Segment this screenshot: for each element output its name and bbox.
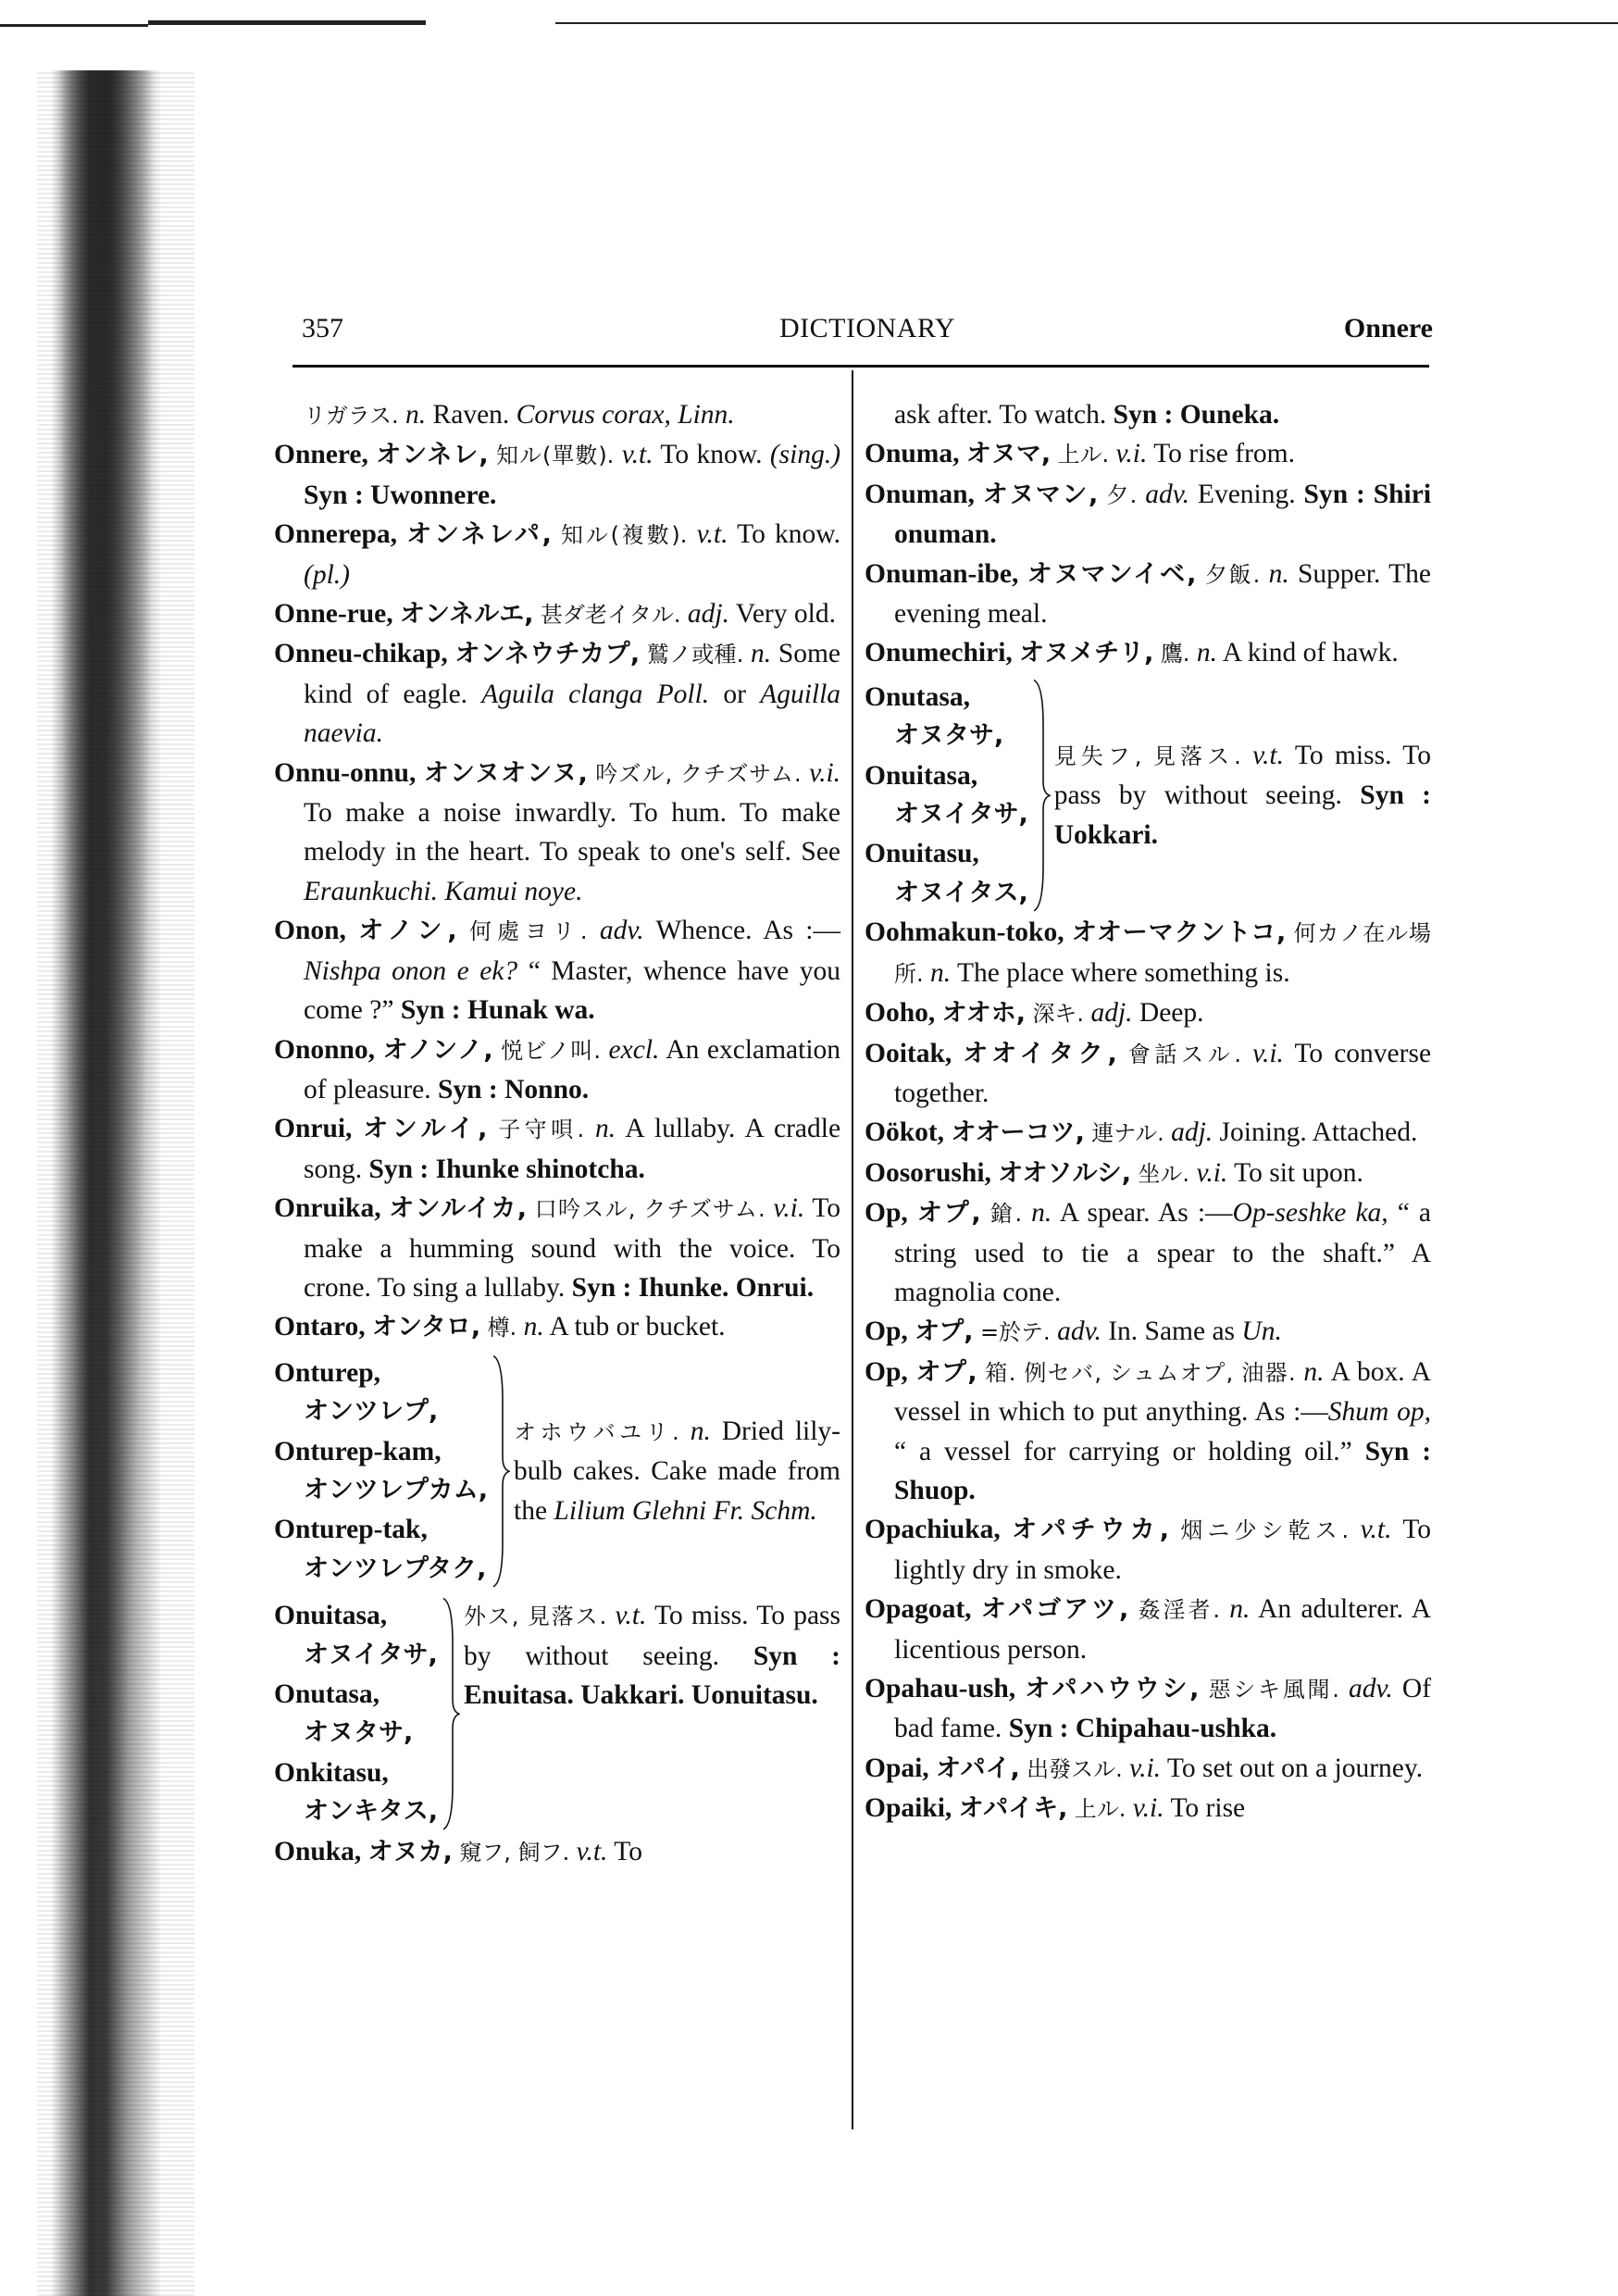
headword: Onumechiri, [865,638,1013,668]
headword: Onruika, [274,1193,381,1224]
part-of-speech: n. [1229,1594,1251,1625]
left-column [274,395,840,1872]
part-of-speech: n. [1031,1198,1052,1229]
part-of-speech: v.t. [696,519,728,550]
grouped-headwords [274,1354,488,1589]
japanese-gloss: 何處ヨリ. [469,918,588,945]
japanese-gloss: 深キ. [1032,1001,1085,1028]
headword: Oosorushi, [865,1157,991,1188]
headword-kana: オパハウウシ, [1025,1675,1200,1703]
headword-kana: オノンノ, [382,1035,493,1065]
latin-name: Aguila clanga Poll. [481,679,710,709]
headword-kana: オパイキ, [958,1794,1068,1824]
headword: Opahau-ush, [865,1674,1016,1703]
japanese-gloss: 見失フ, 見落ス. [1053,742,1241,769]
synonym: Syn : Uokkari. [1053,780,1432,850]
japanese-gloss: 出發スル. [1027,1755,1123,1782]
definition: ask after. To watch. [894,400,1107,430]
cross-reference: Un. [1241,1316,1282,1347]
synonym: Syn : Enuitasa. Uakkari. Uonuitasu. [464,1641,841,1710]
guide-word: Onnere [1343,313,1433,343]
headword: Onnerepa, [274,519,398,550]
synonym: Syn : Ihunke shinotcha. [368,1154,645,1184]
japanese-gloss: 夕飯. [1204,561,1261,588]
part-of-speech: adv. [599,916,644,946]
headword: Oökot, [865,1117,945,1148]
definition: In. Same as [1108,1316,1236,1347]
headword-kana: オンルイ, [363,1115,488,1144]
part-of-speech: v.t. [1252,740,1284,770]
part-of-speech: adv. [1057,1316,1101,1347]
japanese-gloss: 鷲ノ或種. [646,642,744,668]
headword-kana: オンネルエ, [400,600,534,630]
headword: Oohmakun-toko, [865,917,1064,948]
grouped-definition [1054,678,1431,913]
definition: Evening. [1197,479,1296,509]
headword-kana: オンキタス, [304,1797,438,1827]
headword: Ononno, [274,1034,376,1065]
headword: Ooitak, [865,1038,952,1068]
synonym: Syn : Ihunke. Onrui. [571,1272,815,1303]
definition: A kind of hawk. [1222,638,1399,668]
page-title: DICTIONARY [779,313,955,343]
dictionary-entry [865,913,1431,993]
headword: Onuka, [274,1836,362,1866]
definition: A lullaby. A cradle song. [304,1114,841,1184]
japanese-gloss: 會話スル. [1127,1041,1242,1067]
headword: Ooho, [865,998,936,1029]
dictionary-entry [274,1189,840,1307]
dictionary-entry [274,911,840,1029]
part-of-speech: v.t. [576,1836,608,1866]
dictionary-entry [274,754,840,912]
headword-kana: オプ, [915,1317,974,1347]
headword-kana: オヌイタサ, [304,1640,438,1669]
part-of-speech: adj. [687,599,729,630]
headword: Ontaro, [274,1312,366,1342]
japanese-gloss: 上ル. [1057,442,1110,468]
headword: Op, [865,1198,908,1229]
part-of-speech: n. [595,1114,616,1144]
page-number: 357 [302,313,343,343]
part-of-speech: v.i. [809,757,841,788]
headword-kana: オンツレプ, [304,1397,439,1427]
grouped-headwords [865,678,1028,913]
japanese-gloss: 口吟スル, クチズサム. [534,1196,765,1223]
definition: Some kind of eagle. [304,639,841,709]
headword: Onnu-onnu, [274,757,417,788]
dictionary-entry [274,515,840,594]
headword: Op, [865,1356,908,1387]
right-column [865,395,1431,1829]
definition: To [614,1836,642,1866]
dictionary-entry [865,555,1431,634]
headword: Opachiuka, [865,1515,1001,1545]
japanese-gloss: =於テ. [979,1319,1051,1346]
part-of-speech: v.i. [1132,1793,1164,1824]
book-gutter-shadow [51,70,162,2296]
conjunction: or [723,679,746,709]
dictionary-entry-continued [865,395,1431,434]
japanese-gloss: 上ル. [1074,1796,1126,1823]
headword: Onuman-ibe, [865,558,1019,589]
example-translation: “ a vessel for carrying or holding oil.” [894,1436,1352,1466]
part-of-speech: v.t. [621,440,653,470]
headword: Opai, [865,1753,929,1783]
synonym: Syn : Hunak wa. [400,995,595,1026]
dictionary-entry [865,475,1431,555]
headword-kana: オンルイカ, [389,1194,528,1224]
dictionary-entry [865,1789,1431,1828]
definition: To set out on a journey. [1166,1753,1424,1783]
headword: Onneu-chikap, [274,639,448,669]
dictionary-entry [274,1832,840,1872]
dictionary-entry [274,594,840,634]
example: Shum op, [1327,1397,1432,1428]
headword: Onnere, [274,440,368,470]
definition: Raven. [432,400,510,430]
definition: A box. A vessel in which to put anything. [894,1356,1432,1428]
dictionary-entry [274,1030,840,1110]
dictionary-entry-continued [274,395,840,435]
part-of-speech: n. [523,1312,544,1342]
definition: Joining. Attached. [1219,1117,1418,1148]
usage-note: (pl.) [304,559,350,590]
headword-kana: オパゴアツ, [980,1595,1129,1625]
part-of-speech: v.i. [1129,1753,1162,1783]
japanese-gloss: 知ル(複數). [561,522,688,549]
example-label: As :— [1157,1198,1233,1229]
headword-kana: オンネウチカプ, [454,640,641,669]
headword-kana: オンネレ, [376,441,489,470]
dictionary-entry [865,1113,1431,1153]
definition: To sit upon. [1234,1157,1363,1188]
part-of-speech: n. [690,1416,711,1446]
dictionary-entry [274,435,840,515]
japanese-gloss: 悦ビノ叫. [501,1037,602,1064]
definition: To rise from. [1153,439,1295,469]
latin-name: Corvus corax, Linn. [516,400,735,430]
headword: Onturep-tak, [274,1515,428,1545]
grouped-entry [865,678,1431,913]
definition: To miss. To pass by without seeing. [1053,740,1432,811]
headword: Onuman, [865,479,975,509]
headword-kana: オオソルシ, [998,1158,1132,1188]
dictionary-entry [865,1193,1431,1312]
japanese-gloss: 鷹. [1160,641,1190,668]
definition: To converse together. [894,1038,1432,1108]
dictionary-entry [865,1154,1431,1193]
grouped-headwords [274,1596,438,1831]
synonym: Syn : Shiri onuman. [894,479,1432,550]
headword-kana: オパチウカ, [1012,1516,1169,1545]
headword: Onuitasu, [865,839,979,869]
japanese-gloss: オホウバユリ. [514,1418,679,1445]
japanese-gloss: 窺フ, 飼フ. [459,1839,570,1866]
definition: Supper. The evening meal. [894,558,1431,630]
headword-kana: オヌマ, [965,440,1052,469]
dictionary-entry [865,1510,1431,1590]
part-of-speech: n. [1196,638,1217,668]
grouped-entry [274,1354,840,1589]
example-translation: “ Master, whence have you come ?” [304,955,840,1026]
scan-edge-line [555,22,1618,24]
dictionary-entry [865,434,1431,474]
definition: Deep. [1139,998,1204,1029]
headword-kana: オンツレプタク, [304,1554,487,1583]
headword: Onutasa, [865,681,970,712]
headword-kana: オプ, [916,1199,981,1229]
brace-icon [442,1596,460,1831]
headword-kana: オヌイタス, [894,878,1028,907]
example-label: As :— [763,916,841,946]
headword-kana: オオーマクントコ, [1071,918,1287,948]
headword-kana: オパイ, [936,1753,1020,1783]
headword: Op, [865,1316,908,1347]
synonym: Syn : Shuop. [894,1436,1432,1505]
headword-kana: オヌイタサ, [894,800,1028,830]
definition: Of bad fame. [894,1674,1432,1744]
headword: Opagoat, [865,1594,972,1625]
part-of-speech: v.i. [1252,1038,1284,1068]
definition: An exclamation of pleasure. [304,1034,841,1104]
column-divider [852,370,853,2129]
definition: To lightly dry in smoke. [894,1515,1432,1585]
part-of-speech: n. [1303,1356,1325,1387]
japanese-gloss: 夕. [1106,481,1138,508]
example-translation: “ a string used to tie a spear to the shaft.” [894,1198,1432,1268]
part-of-speech: adj. [1171,1117,1214,1148]
definition: A tub or bucket. [549,1312,726,1342]
headword: Onturep-kam, [274,1436,442,1466]
definition: A magnolia cone. [894,1238,1431,1307]
dictionary-entry [865,1353,1431,1511]
see-label: See [801,837,841,867]
japanese-gloss: 何カノ在ル場所. [894,920,1432,987]
latin-name: Aguilla naevia. [304,679,841,749]
headword-kana: オヌカ, [367,1837,453,1866]
headword: Onkitasu, [274,1757,389,1788]
japanese-gloss: 知ル(單數). [496,443,615,469]
japanese-gloss: 樽. [487,1315,517,1341]
dictionary-entry [274,1307,840,1347]
dictionary-entry [865,1749,1431,1789]
headword: Onne-rue, [274,599,393,630]
headword-kana: オプ, [915,1357,977,1387]
grouped-entry [274,1596,840,1831]
japanese-gloss: 惡シキ風聞. [1208,1677,1339,1703]
latin-name: Lilium Glehni Fr. Schm. [554,1495,817,1526]
grouped-definition [514,1354,840,1589]
scan-edge-line [148,20,426,25]
headword-kana: オヌマン, [982,480,1099,509]
scan-edge-line [0,24,148,27]
definition: An adulterer. A licentious person. [894,1594,1432,1665]
part-of-speech: n. [1268,558,1289,589]
headword: Onuitasa, [274,1601,388,1631]
headword-kana: オノン, [358,917,457,946]
entry-kana: リガラス. [304,403,399,429]
synonym: Syn : Chipahau-ushka. [1008,1714,1277,1744]
part-of-speech: v.t. [1360,1515,1392,1545]
definition: To miss. To pass by without seeing. [464,1601,841,1671]
part-of-speech: v.i. [1196,1157,1228,1188]
japanese-gloss: 姦淫者. [1138,1597,1220,1624]
part-of-speech: n. [930,957,952,988]
japanese-gloss: 外ス, 見落ス. [464,1603,607,1630]
running-header [302,313,1433,350]
japanese-gloss: 連ナル. [1091,1120,1164,1147]
headword-kana: オヌタサ, [304,1718,414,1748]
definition: A spear. [1059,1198,1151,1229]
definition: To know. [660,440,763,470]
dictionary-entry [865,1312,1431,1352]
part-of-speech: v.i. [1115,439,1148,469]
grouped-definition [464,1596,840,1831]
definition: To make a humming sound with the voice. To crone. To sing a lullaby. [304,1193,841,1303]
synonym: Syn : Ouneka. [1113,400,1280,430]
headword: Opaiki, [865,1793,952,1824]
japanese-gloss: 箱. 例セバ, シュムオプ, 油器. [985,1359,1296,1386]
definition: To make a noise inwardly. To hum. To make melody in the heart. To speak to one's self. [304,798,840,867]
headword-kana: オヌマンイベ, [1027,559,1197,589]
definition: To rise [1170,1793,1246,1824]
brace-icon [1032,678,1051,913]
synonym: Syn : Uwonnere. [304,480,497,510]
part-of-speech: excl. [608,1034,660,1065]
definition: Very old. [735,599,836,630]
dictionary-entry [865,993,1431,1033]
definition: The place where something is. [956,957,1290,988]
part-of-speech: adv. [1145,479,1189,509]
part-of-speech: adv. [1349,1674,1393,1703]
japanese-gloss: 烟ニ少シ乾ス. [1180,1517,1350,1544]
header-rule [292,365,1429,368]
headword: Onuma, [865,439,960,469]
cross-reference: Eraunkuchi. Kamui noye. [304,876,583,906]
headword-kana: オヌタサ, [894,721,1004,751]
headword-kana: オヌメチリ, [1019,639,1154,668]
definition: Whence. [655,916,753,946]
example: Nishpa onon e ek? [304,955,518,986]
headword: Onrui, [274,1114,353,1144]
brace-icon [492,1354,510,1589]
part-of-speech: v.i. [773,1193,805,1224]
japanese-gloss: 鎗. [989,1201,1023,1228]
headword-kana: オンヌオンヌ, [423,758,588,788]
example-label: As :— [1254,1397,1328,1428]
japanese-gloss: 甚ダ老イタル. [540,602,681,629]
headword: Onuitasa, [865,760,978,791]
headword-kana: オオーコツ, [951,1118,1085,1148]
headword: Onon, [274,916,346,946]
example: Op-seshke ka, [1232,1198,1388,1229]
japanese-gloss: 子守唄. [498,1117,585,1143]
japanese-gloss: 吟ズル, クチズサム. [595,760,802,787]
dictionary-entry [274,634,840,753]
japanese-gloss: 坐ル. [1138,1160,1190,1187]
dictionary-entry [865,1034,1431,1114]
dictionary-entry [865,1669,1431,1749]
headword-kana: オンネレパ, [406,520,552,550]
dictionary-entry [865,633,1431,673]
part-of-speech: n. [751,639,772,669]
dictionary-entry [865,1590,1431,1669]
synonym: Syn : Nonno. [437,1074,590,1104]
headword-kana: オオホ, [941,999,1027,1029]
headword-kana: オオイタク, [963,1039,1117,1068]
usage-note: (sing.) [769,440,841,470]
headword-kana: オンツレプカム, [304,1475,488,1504]
headword-kana: オンタロ, [372,1313,481,1342]
headword: Onutasa, [274,1679,380,1709]
part-of-speech: adj. [1090,998,1133,1029]
definition: To know. [737,519,841,550]
dictionary-entry [274,1109,840,1189]
part-of-speech: v.t. [615,1601,647,1631]
headword: Onturep, [274,1357,381,1388]
definition: Dried lily-bulb cakes. Cake made from the [514,1416,840,1526]
part-of-speech: n. [405,400,427,430]
